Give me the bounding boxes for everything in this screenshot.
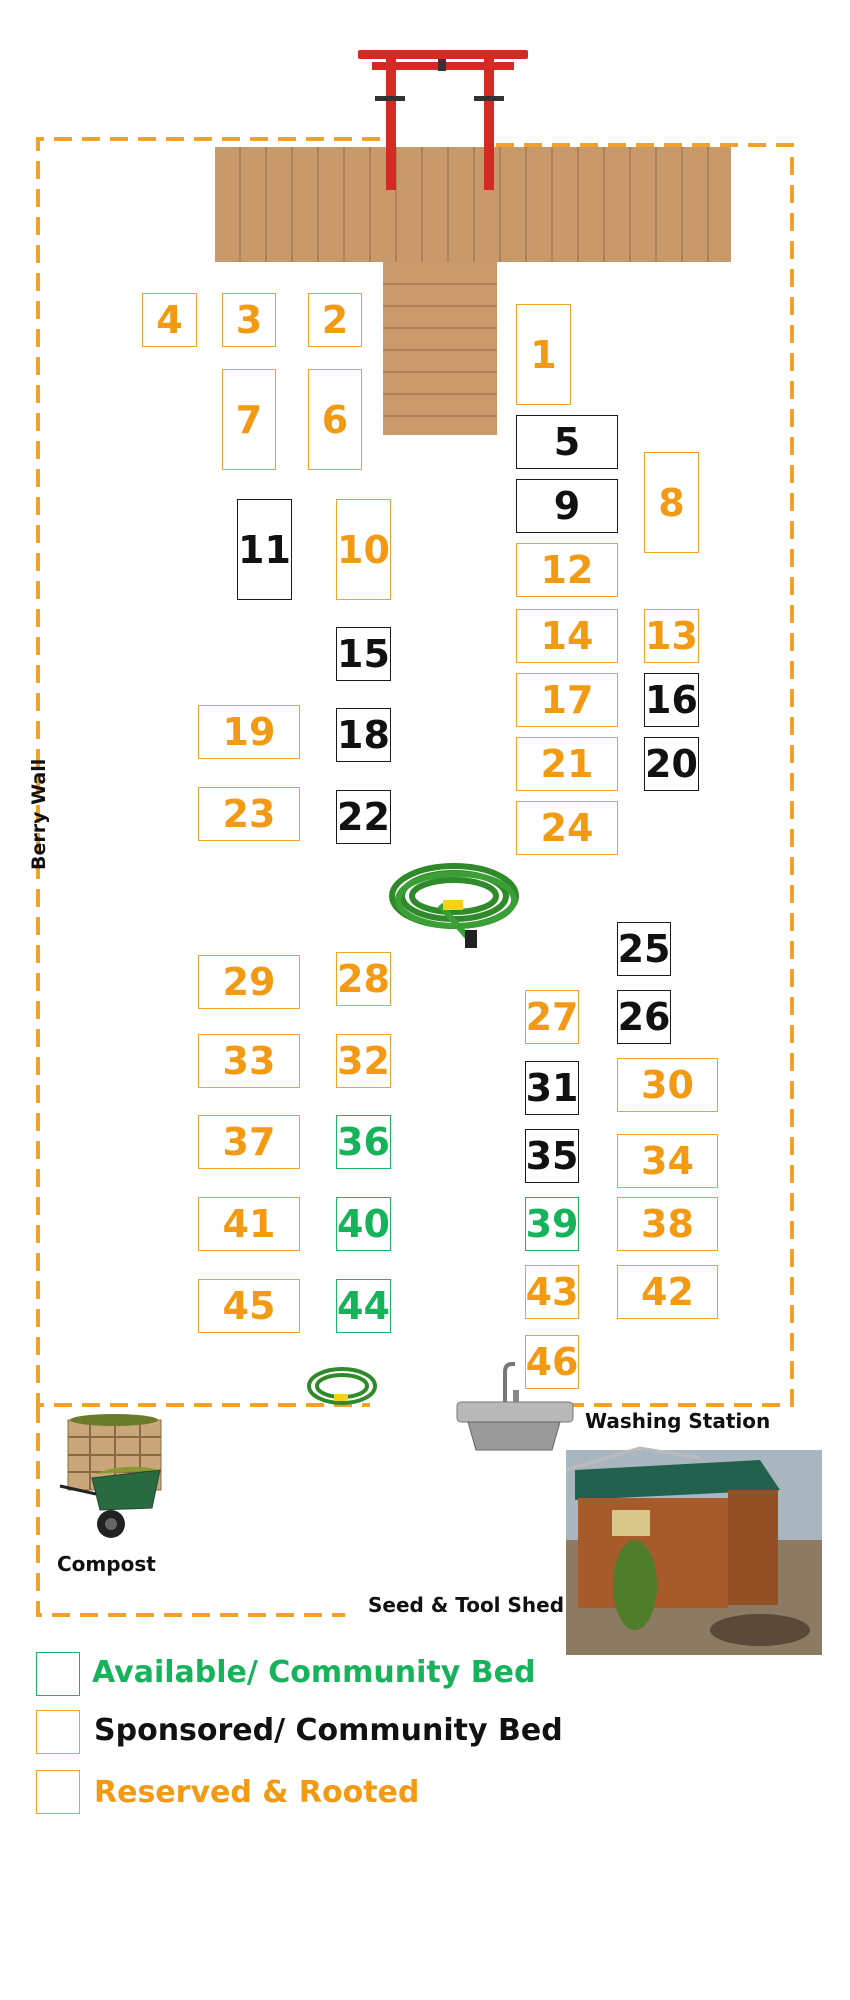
garden-bed-33[interactable]: 33 bbox=[198, 1034, 300, 1088]
garden-bed-20[interactable]: 20 bbox=[644, 737, 699, 791]
garden-bed-2[interactable]: 2 bbox=[308, 293, 362, 347]
garden-bed-19[interactable]: 19 bbox=[198, 705, 300, 759]
legend-swatch-reserved bbox=[36, 1770, 80, 1814]
garden-bed-24[interactable]: 24 bbox=[516, 801, 618, 855]
garden-bed-36[interactable]: 36 bbox=[336, 1115, 391, 1169]
garden-bed-30[interactable]: 30 bbox=[617, 1058, 718, 1112]
legend-swatch-available bbox=[36, 1652, 80, 1696]
garden-bed-18[interactable]: 18 bbox=[336, 708, 391, 762]
garden-bed-26[interactable]: 26 bbox=[617, 990, 671, 1044]
garden-bed-6[interactable]: 6 bbox=[308, 369, 362, 470]
garden-bed-16[interactable]: 16 bbox=[644, 673, 699, 727]
legend-swatch-sponsored bbox=[36, 1710, 80, 1754]
garden-bed-25[interactable]: 25 bbox=[617, 922, 671, 976]
garden-hose-icon bbox=[392, 866, 516, 948]
garden-bed-42[interactable]: 42 bbox=[617, 1265, 718, 1319]
garden-bed-5[interactable]: 5 bbox=[516, 415, 618, 469]
washing-station-label: Washing Station bbox=[585, 1409, 771, 1433]
garden-bed-14[interactable]: 14 bbox=[516, 609, 618, 663]
garden-bed-35[interactable]: 35 bbox=[525, 1129, 579, 1183]
garden-bed-1[interactable]: 1 bbox=[516, 304, 571, 405]
garden-bed-13[interactable]: 13 bbox=[644, 609, 699, 663]
garden-bed-40[interactable]: 40 bbox=[336, 1197, 391, 1251]
garden-bed-38[interactable]: 38 bbox=[617, 1197, 718, 1251]
garden-bed-12[interactable]: 12 bbox=[516, 543, 618, 597]
garden-bed-17[interactable]: 17 bbox=[516, 673, 618, 727]
garden-bed-31[interactable]: 31 bbox=[525, 1061, 579, 1115]
garden-bed-23[interactable]: 23 bbox=[198, 787, 300, 841]
compost-label: Compost bbox=[57, 1552, 156, 1576]
garden-bed-22[interactable]: 22 bbox=[336, 790, 391, 844]
wood-deck-icon bbox=[215, 147, 731, 435]
garden-bed-41[interactable]: 41 bbox=[198, 1197, 300, 1251]
legend-label-reserved: Reserved & Rooted bbox=[94, 1775, 420, 1810]
berry-wall-label: Berry Wall bbox=[28, 758, 50, 870]
garden-bed-39[interactable]: 39 bbox=[525, 1197, 579, 1251]
garden-bed-15[interactable]: 15 bbox=[336, 627, 391, 681]
garden-bed-10[interactable]: 10 bbox=[336, 499, 391, 600]
garden-bed-21[interactable]: 21 bbox=[516, 737, 618, 791]
garden-bed-7[interactable]: 7 bbox=[222, 369, 276, 470]
garden-bed-44[interactable]: 44 bbox=[336, 1279, 391, 1333]
legend-label-available: Available/ Community Bed bbox=[92, 1655, 536, 1690]
shed-photo-icon bbox=[566, 1448, 822, 1655]
garden-bed-28[interactable]: 28 bbox=[336, 952, 391, 1006]
garden-bed-46[interactable]: 46 bbox=[525, 1335, 579, 1389]
garden-bed-29[interactable]: 29 bbox=[198, 955, 300, 1009]
garden-bed-4[interactable]: 4 bbox=[142, 293, 197, 347]
garden-bed-11[interactable]: 11 bbox=[237, 499, 292, 600]
garden-bed-9[interactable]: 9 bbox=[516, 479, 618, 533]
legend-label-sponsored: Sponsored/ Community Bed bbox=[94, 1713, 563, 1748]
garden-bed-32[interactable]: 32 bbox=[336, 1034, 391, 1088]
garden-bed-45[interactable]: 45 bbox=[198, 1279, 300, 1333]
garden-bed-37[interactable]: 37 bbox=[198, 1115, 300, 1169]
garden-bed-27[interactable]: 27 bbox=[525, 990, 579, 1044]
seed-tool-shed-label: Seed & Tool Shed bbox=[368, 1593, 565, 1617]
garden-bed-43[interactable]: 43 bbox=[525, 1265, 579, 1319]
garden-bed-34[interactable]: 34 bbox=[617, 1134, 718, 1188]
garden-hose-icon bbox=[309, 1369, 375, 1403]
garden-bed-8[interactable]: 8 bbox=[644, 452, 699, 553]
garden-bed-3[interactable]: 3 bbox=[222, 293, 276, 347]
